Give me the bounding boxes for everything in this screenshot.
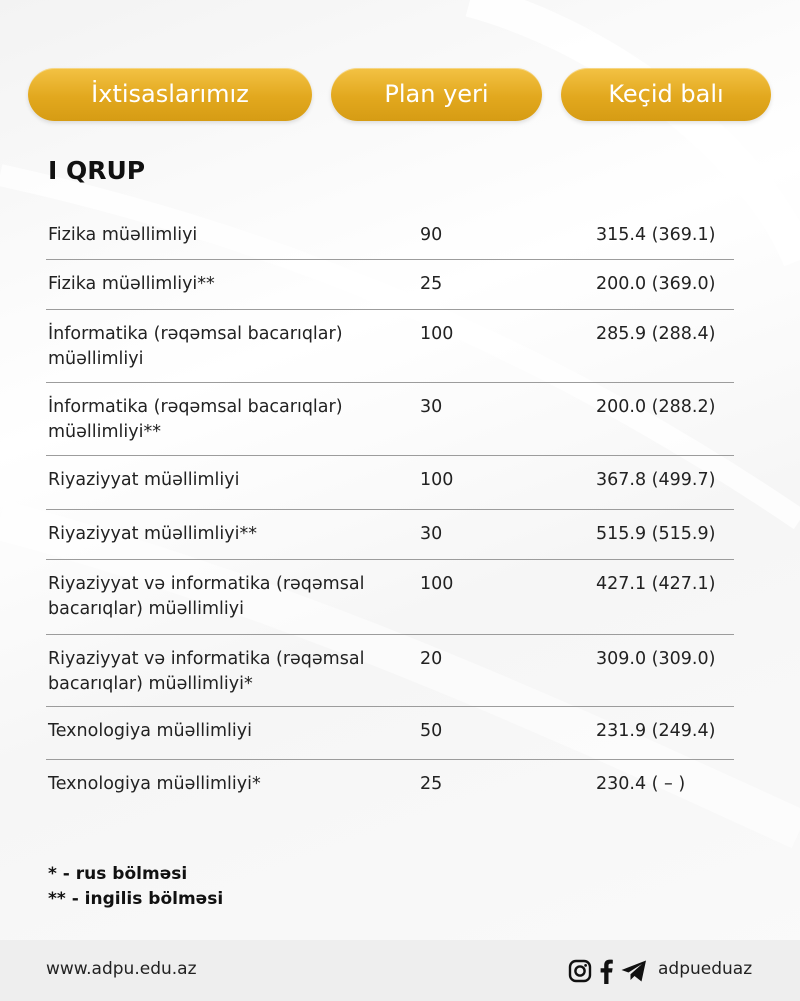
passing-score: 285.9 (288.4) (596, 324, 716, 344)
specialty-name: Riyaziyyat və informatika (rəqəmsal bacarıqlar) müəllimliyi (48, 574, 365, 619)
table-row (46, 707, 734, 760)
plan-seats: 25 (420, 774, 443, 794)
table-row (46, 310, 734, 383)
plan-header-pill: Plan yeri (331, 68, 542, 121)
table-row (46, 456, 734, 510)
specialty-name: Fizika müəllimliyi** (48, 274, 215, 294)
specialty-name: Riyaziyyat müəllimliyi (48, 470, 240, 490)
table-row (46, 510, 734, 560)
social-icons (568, 957, 648, 985)
table-row (46, 383, 734, 456)
specialty-name: Texnologiya müəllimliyi (48, 721, 252, 741)
footer (0, 940, 800, 1001)
specialty-name: Fizika müəllimliyi (48, 225, 198, 245)
passing-score: 427.1 (427.1) (596, 574, 716, 594)
passing-score: 200.0 (288.2) (596, 397, 716, 417)
plan-seats: 100 (420, 324, 454, 344)
legend-russian-section: * - rus bölməsi (48, 864, 188, 884)
passing-score: 315.4 (369.1) (596, 225, 716, 245)
specialty-name: İnformatika (rəqəmsal bacarıqlar) müəllimliyi (48, 324, 343, 369)
passing-score: 231.9 (249.4) (596, 721, 716, 741)
passing-score: 230.4 ( – ) (596, 774, 686, 794)
plan-seats: 100 (420, 574, 454, 594)
column-header-bar (0, 68, 800, 121)
telegram-icon[interactable] (620, 959, 648, 983)
passing-score: 309.0 (309.0) (596, 649, 716, 669)
plan-seats: 50 (420, 721, 443, 741)
plan-seats: 25 (420, 274, 443, 294)
social-handle[interactable]: adpueduaz (658, 959, 753, 979)
plan-seats: 30 (420, 524, 443, 544)
passing-score: 515.9 (515.9) (596, 524, 716, 544)
plan-seats: 20 (420, 649, 443, 669)
table-row (46, 635, 734, 707)
specialties-header-pill: İxtisaslarımız (28, 68, 312, 121)
results-table (46, 211, 734, 808)
table-row (46, 560, 734, 635)
plan-seats: 100 (420, 470, 454, 490)
specialty-name: Riyaziyyat və informatika (rəqəmsal bacarıqlar) müəllimliyi* (48, 649, 365, 694)
passing-score: 200.0 (369.0) (596, 274, 716, 294)
facebook-icon[interactable] (598, 958, 614, 984)
website-link[interactable]: www.adpu.edu.az (46, 959, 197, 979)
table-row (46, 211, 734, 260)
plan-seats: 90 (420, 225, 443, 245)
passing-score: 367.8 (499.7) (596, 470, 716, 490)
instagram-icon[interactable] (568, 959, 592, 983)
table-row (46, 760, 734, 808)
score-header-pill: Keçid balı (561, 68, 771, 121)
specialty-name: Texnologiya müəllimliyi* (48, 774, 261, 794)
specialty-name: İnformatika (rəqəmsal bacarıqlar) müəllimliyi** (48, 397, 343, 442)
table-row (46, 260, 734, 310)
legend-english-section: ** - ingilis bölməsi (48, 889, 224, 909)
plan-seats: 30 (420, 397, 443, 417)
legend (48, 862, 223, 912)
group-title: I QRUP (48, 156, 146, 185)
specialty-name: Riyaziyyat müəllimliyi** (48, 524, 257, 544)
